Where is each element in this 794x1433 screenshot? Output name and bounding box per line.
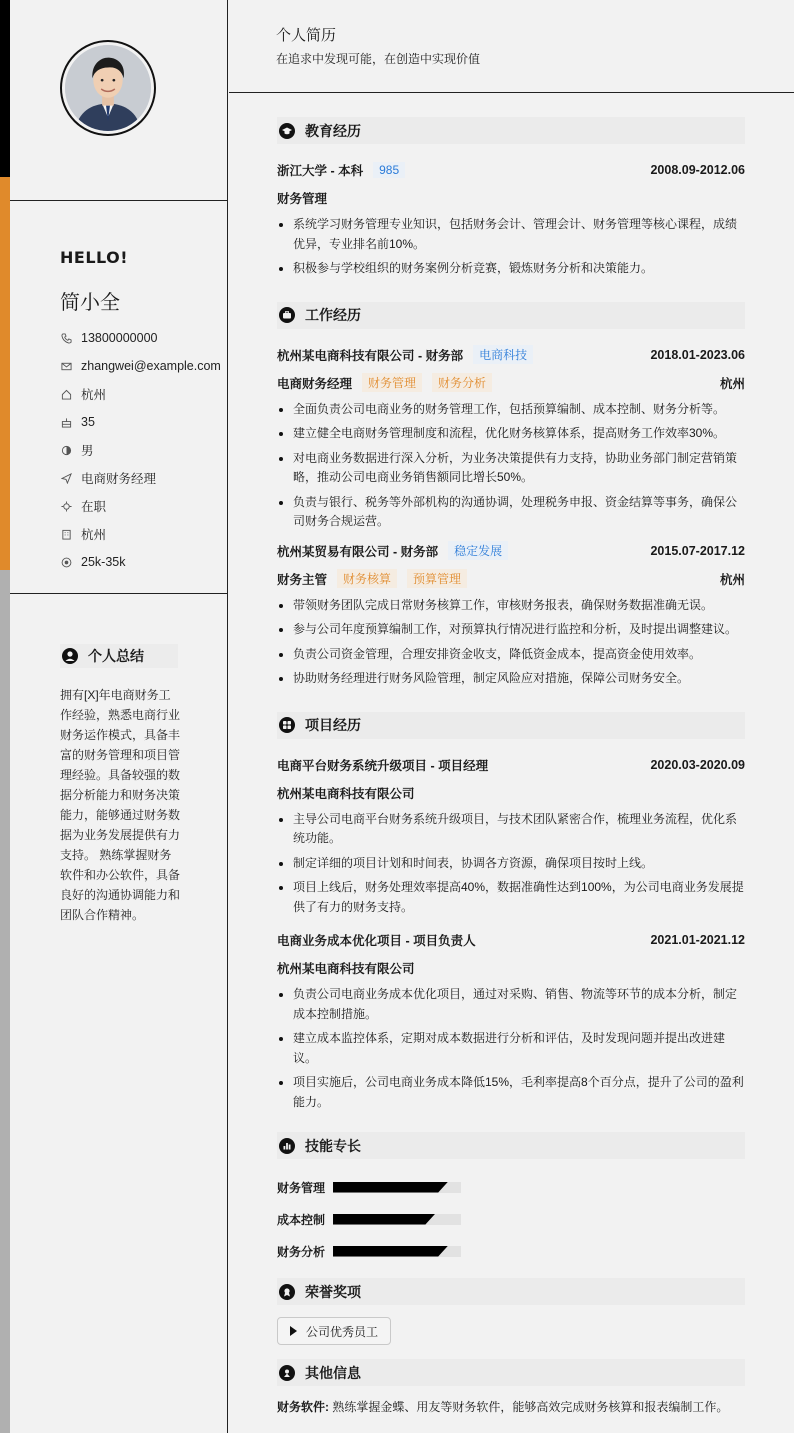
info-salary bbox=[60, 548, 221, 576]
contact-info-list bbox=[60, 324, 221, 576]
info-email bbox=[60, 352, 221, 380]
bar-chart-icon bbox=[279, 1138, 295, 1154]
sidebar-divider bbox=[10, 200, 228, 201]
info-home-text: 杭州 bbox=[81, 388, 107, 402]
projects-title: 项目经历 bbox=[305, 717, 361, 733]
graduation-cap-icon bbox=[279, 123, 295, 139]
job-bullets bbox=[277, 400, 745, 532]
summary-title: 个人总结 bbox=[88, 648, 144, 664]
job-header-row bbox=[277, 537, 745, 565]
job-company: 杭州某电商科技有限公司 - 财务部 bbox=[277, 348, 464, 363]
resume-sections bbox=[277, 117, 745, 1415]
list-item: 负责公司电商业务成本优化项目，通过对采购、销售、物流等环节的成本分析，制定成本控制措施。 bbox=[277, 985, 745, 1024]
info-home bbox=[60, 380, 221, 408]
major-name: 财务管理 bbox=[277, 192, 328, 206]
skill-name: 财务分析 bbox=[277, 1244, 326, 1259]
building-icon bbox=[60, 528, 72, 540]
skill-bar bbox=[333, 1246, 461, 1257]
list-item: 协助财务经理进行财务风险管理，制定风险应对措施，保障公司财务安全。 bbox=[277, 669, 745, 689]
job-role: 财务主管 bbox=[277, 572, 328, 587]
info-age-text: 35 bbox=[81, 415, 95, 429]
list-item: 系统学习财务管理专业知识，包括财务会计、管理会计、财务管理等核心课程，成绩优异，专业排名前10%。 bbox=[277, 215, 745, 254]
skill-item bbox=[277, 1235, 517, 1267]
skill-bar bbox=[333, 1214, 461, 1225]
other-section bbox=[277, 1359, 745, 1415]
stripe-black bbox=[0, 0, 10, 177]
project-period: 2020.03-2020.09 bbox=[650, 757, 745, 772]
skills-title: 技能专长 bbox=[305, 1137, 361, 1154]
job-tag: 电商科技 bbox=[473, 345, 533, 364]
stripe-gray bbox=[0, 570, 10, 1433]
job-tag: 稳定发展 bbox=[448, 541, 508, 560]
award-name: 公司优秀员工 bbox=[306, 1324, 379, 1339]
school-name: 浙江大学 - 本科 bbox=[277, 164, 364, 178]
phone-icon bbox=[60, 332, 72, 344]
job-role-row bbox=[277, 565, 745, 593]
project-bullets bbox=[277, 810, 745, 918]
project-company-row bbox=[277, 779, 745, 807]
list-item: 积极参与学校组织的财务案例分析竞赛，锻炼财务分析和决策能力。 bbox=[277, 259, 745, 279]
awards-heading bbox=[277, 1278, 745, 1305]
other-text: 熟练掌握金蝶、用友等财务软件，能够高效完成财务核算和报表编制工作。 bbox=[332, 1400, 729, 1414]
project-company: 杭州某电商科技有限公司 bbox=[277, 786, 415, 801]
summary-text: 拥有[X]年电商财务工作经验，熟悉电商行业财务运作模式，具备丰富的财务管理和项目管理经验。具备较强的数据分析能力和财务决策能力，能够通过财务数据为业务发展提供有力支持。 熟练掌握财务软件和办公软件，具备良好的沟通协调能力和团队合作精神。 bbox=[60, 688, 181, 922]
info-icon bbox=[279, 1365, 295, 1381]
projects-heading bbox=[277, 712, 745, 739]
job-header-row bbox=[277, 341, 745, 369]
cake-icon bbox=[60, 416, 72, 428]
skill-item bbox=[277, 1203, 517, 1235]
list-item: 项目实施后，公司电商业务成本降低15%，毛利率提高8个百分点，提升了公司的盈利能力。 bbox=[277, 1073, 745, 1112]
skill-bar-fill bbox=[333, 1182, 448, 1193]
info-phone bbox=[60, 324, 221, 352]
project-period: 2021.01-2021.12 bbox=[650, 933, 745, 947]
project-bullets bbox=[277, 985, 745, 1112]
info-city-text: 杭州 bbox=[81, 528, 107, 542]
send-icon bbox=[60, 472, 72, 484]
list-item: 建立健全电商财务管理制度和流程，优化财务核算体系，提高财务工作效率30%。 bbox=[277, 424, 745, 444]
project-company-row bbox=[277, 954, 745, 982]
job-city: 杭州 bbox=[719, 376, 745, 391]
avatar-frame bbox=[60, 40, 156, 136]
work-section bbox=[277, 302, 745, 689]
color-stripe bbox=[0, 0, 10, 1433]
page-subtitle: 在追求中发现可能，在创造中实现价值 bbox=[276, 52, 481, 66]
job-1 bbox=[277, 341, 745, 532]
job-2 bbox=[277, 537, 745, 689]
job-period: 2018.01-2023.06 bbox=[650, 347, 745, 362]
other-info bbox=[277, 1398, 745, 1415]
play-triangle-icon bbox=[290, 1326, 297, 1336]
sidebar bbox=[10, 0, 228, 1433]
education-section bbox=[277, 117, 745, 279]
list-item: 带领财务团队完成日常财务核算工作，审核财务报表，确保财务数据准确无误。 bbox=[277, 596, 745, 616]
other-heading bbox=[277, 1359, 745, 1386]
info-phone-text: 13800000000 bbox=[81, 331, 158, 345]
grid-icon bbox=[279, 717, 295, 733]
coin-icon bbox=[60, 556, 72, 568]
skill-name: 成本控制 bbox=[277, 1212, 326, 1227]
list-item: 负责与银行、税务等外部机构的沟通协调，处理税务申报、资金结算等事务，确保公司财务合规运营。 bbox=[277, 493, 745, 532]
info-position bbox=[60, 464, 221, 492]
user-icon bbox=[62, 648, 78, 664]
list-item: 制定详细的项目计划和时间表，协调各方资源，确保项目按时上线。 bbox=[277, 854, 745, 874]
main-content bbox=[229, 0, 794, 1433]
info-email-text: zhangwei@example.com bbox=[81, 359, 221, 373]
job-role: 电商财务经理 bbox=[277, 376, 353, 391]
skills-list bbox=[277, 1171, 745, 1267]
job-bullets bbox=[277, 596, 745, 689]
job-period: 2015.07-2017.12 bbox=[650, 543, 745, 558]
job-role-row bbox=[277, 369, 745, 397]
info-city bbox=[60, 520, 221, 548]
hello-heading: HELLO! bbox=[60, 248, 129, 267]
job-skill-tag: 预算管理 bbox=[407, 569, 467, 588]
list-item: 建立成本监控体系，定期对成本数据进行分析和评估，及时发现问题并提出改进建议。 bbox=[277, 1029, 745, 1068]
awards-title: 荣誉奖项 bbox=[305, 1283, 361, 1300]
skill-bar bbox=[333, 1182, 461, 1193]
work-heading bbox=[277, 302, 745, 329]
project-name: 电商业务成本优化项目 - 项目负责人 bbox=[277, 934, 476, 948]
info-gender-text: 男 bbox=[81, 444, 94, 458]
list-item: 负责公司资金管理，合理安排资金收支，降低资金成本，提高资金使用效率。 bbox=[277, 645, 745, 665]
skill-item bbox=[277, 1171, 517, 1203]
sidebar-divider-2 bbox=[10, 593, 228, 594]
education-row bbox=[277, 156, 745, 184]
award-icon bbox=[279, 1284, 295, 1300]
status-icon bbox=[60, 500, 72, 512]
mail-icon bbox=[60, 360, 72, 372]
school-tag: 985 bbox=[373, 162, 405, 178]
list-item: 参与公司年度预算编制工作，对预算执行情况进行监控和分析，及时提出调整建议。 bbox=[277, 620, 745, 640]
education-bullets bbox=[277, 215, 745, 279]
job-skill-tag: 财务核算 bbox=[337, 569, 397, 588]
skills-section bbox=[277, 1132, 745, 1267]
person-name: 简小全 bbox=[60, 292, 120, 314]
project-1 bbox=[277, 751, 745, 918]
education-heading bbox=[277, 117, 745, 144]
education-title: 教育经历 bbox=[305, 122, 361, 139]
project-header-row bbox=[277, 751, 745, 779]
job-skill-tag: 财务管理 bbox=[362, 373, 422, 392]
info-salary-text: 25k-35k bbox=[81, 555, 126, 569]
briefcase-icon bbox=[279, 307, 295, 323]
skill-bar-fill bbox=[333, 1214, 435, 1225]
info-gender bbox=[60, 436, 221, 464]
info-position-text: 电商财务经理 bbox=[81, 472, 157, 486]
header-divider bbox=[229, 92, 794, 93]
gender-icon bbox=[60, 444, 72, 456]
education-period: 2008.09-2012.06 bbox=[650, 163, 745, 177]
skill-name: 财务管理 bbox=[277, 1180, 326, 1195]
project-name: 电商平台财务系统升级项目 - 项目经理 bbox=[277, 758, 489, 773]
skills-heading bbox=[277, 1132, 745, 1159]
award-badge bbox=[277, 1317, 391, 1345]
info-age bbox=[60, 408, 221, 436]
info-status-text: 在职 bbox=[81, 500, 107, 514]
avatar bbox=[65, 45, 151, 131]
info-status bbox=[60, 492, 221, 520]
job-company: 杭州某贸易有限公司 - 财务部 bbox=[277, 544, 439, 559]
home-icon bbox=[60, 388, 72, 400]
summary-heading bbox=[60, 644, 178, 668]
project-header-row bbox=[277, 926, 745, 954]
list-item: 对电商业务数据进行深入分析，为业务决策提供有力支持，协助业务部门制定营销策略，推动公司电商业务销售额同比增长50%。 bbox=[277, 449, 745, 488]
other-title: 其他信息 bbox=[305, 1364, 361, 1381]
page-title: 个人简历 bbox=[276, 27, 337, 44]
projects-section bbox=[277, 712, 745, 1113]
stripe-orange bbox=[0, 177, 10, 570]
project-company: 杭州某电商科技有限公司 bbox=[277, 962, 415, 976]
list-item: 项目上线后，财务处理效率提高40%，数据准确性达到100%，为公司电商业务发展提供了有力的财务支持。 bbox=[277, 878, 745, 917]
project-2 bbox=[277, 926, 745, 1112]
list-item: 主导公司电商平台财务系统升级项目，与技术团队紧密合作，梳理业务流程，优化系统功能。 bbox=[277, 810, 745, 849]
list-item: 全面负责公司电商业务的财务管理工作，包括预算编制、成本控制、财务分析等。 bbox=[277, 400, 745, 420]
other-label: 财务软件: bbox=[277, 1400, 329, 1414]
work-title: 工作经历 bbox=[305, 307, 361, 323]
job-city: 杭州 bbox=[719, 572, 745, 587]
skill-bar-fill bbox=[333, 1246, 448, 1257]
major-row bbox=[277, 184, 745, 212]
job-skill-tag: 财务分析 bbox=[432, 373, 492, 392]
awards-section bbox=[277, 1278, 745, 1345]
